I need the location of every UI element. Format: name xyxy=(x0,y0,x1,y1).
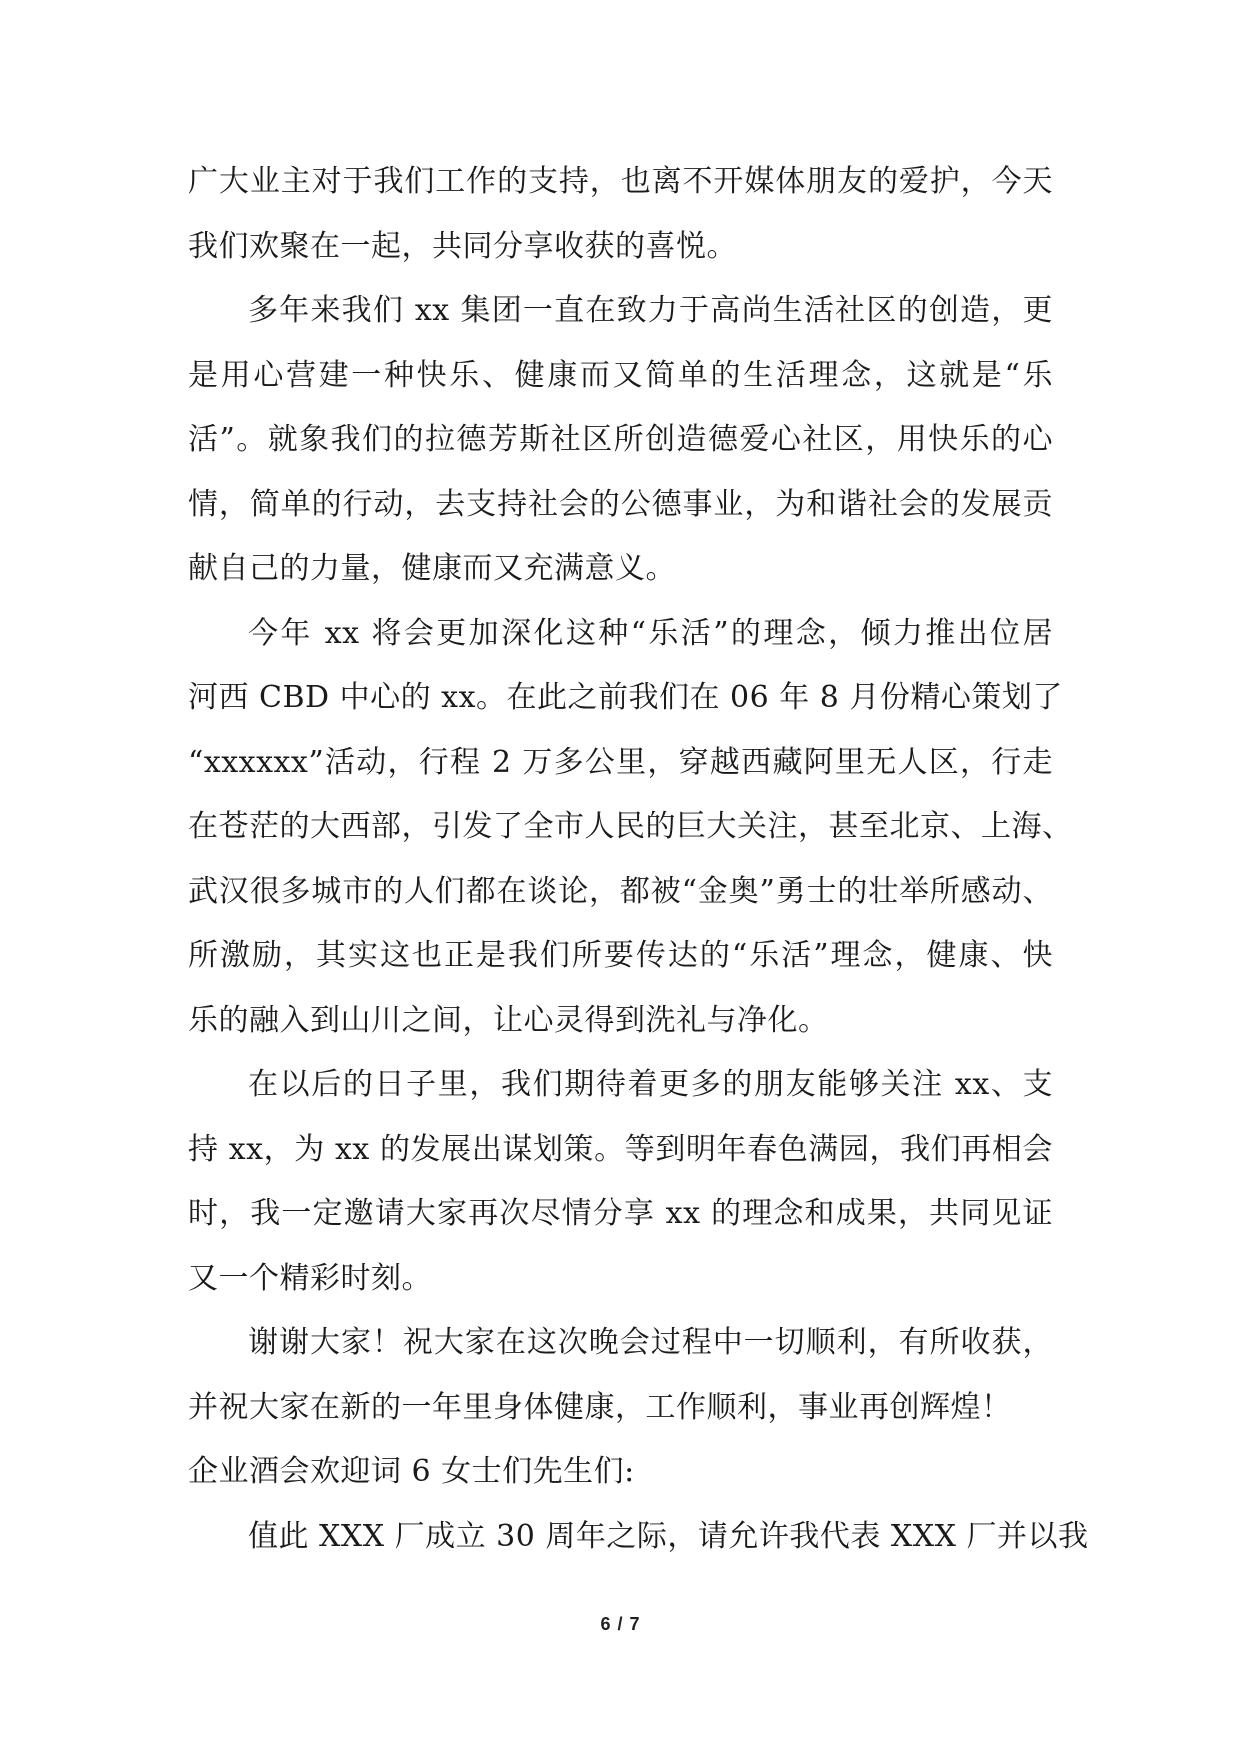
paragraph-first-line: 值此 XXX 厂成立 30 周年之际，请允许我代表 XXX 厂并以我 xyxy=(248,1518,1089,1554)
text-line: 在苍茫的大西部，引发了全市人民的巨大关注，甚至北京、上海、 xyxy=(188,809,1073,844)
text-line: 并祝大家在新的一年里身体健康，工作顺利，事业再创辉煌！ xyxy=(188,1389,1012,1425)
paragraph-first-line: 在以后的日子里，我们期待着更多的朋友能够关注 xx、支 xyxy=(248,1067,1053,1102)
text-line: 献自己的力量，健康而又充满意义。 xyxy=(188,551,676,586)
document-body xyxy=(188,150,1089,1569)
text-line: 武汉很多城市的人们都在谈论，都被“金奥”勇士的壮举所感动、 xyxy=(188,873,1053,909)
section-heading: 企业酒会欢迎词 6 女士们先生们: xyxy=(188,1454,635,1489)
text-line: 河西 CBD 中心的 xx。在此之前我们在 06 年 8 月份精心策划了 xyxy=(188,680,1063,715)
text-line: 又一个精彩时刻。 xyxy=(188,1260,432,1296)
text-line: 广大业主对于我们工作的支持，也离不开媒体朋友的爱护，今天 xyxy=(188,164,1053,199)
page-number: 6 / 7 xyxy=(600,1614,641,1634)
text-line: 情，简单的行动，去支持社会的公德事业，为和谐社会的发展贡 xyxy=(188,486,1053,522)
text-line: 是用心营建一种快乐、健康而又简单的生活理念，这就是“乐 xyxy=(188,357,1053,393)
text-line: 活”。就象我们的拉德芳斯社区所创造德爱心社区，用快乐的心 xyxy=(188,422,1053,457)
paragraph-first-line: 今年 xx 将会更加深化这种“乐活”的理念，倾力推出位居 xyxy=(248,615,1053,651)
text-line: 所激励，其实这也正是我们所要传达的“乐活”理念，健康、快 xyxy=(188,938,1053,973)
text-line: “xxxxxx”活动，行程 2 万多公里，穿越西藏阿里无人区，行走 xyxy=(188,744,1053,780)
text-line: 乐的融入到山川之间，让心灵得到洗礼与净化。 xyxy=(188,1002,829,1038)
text-line: 我们欢聚在一起，共同分享收获的喜悦。 xyxy=(188,228,737,264)
text-line: 时，我一定邀请大家再次尽情分享 xx 的理念和成果，共同见证 xyxy=(188,1196,1053,1231)
text-line: 持 xx，为 xx 的发展出谋划策。等到明年春色满园，我们再相会 xyxy=(188,1131,1053,1167)
paragraph-first-line: 谢谢大家！祝大家在这次晚会过程中一切顺利，有所收获， xyxy=(248,1325,1053,1360)
paragraph-first-line: 多年来我们 xx 集团一直在致力于高尚生活社区的创造，更 xyxy=(248,293,1053,328)
